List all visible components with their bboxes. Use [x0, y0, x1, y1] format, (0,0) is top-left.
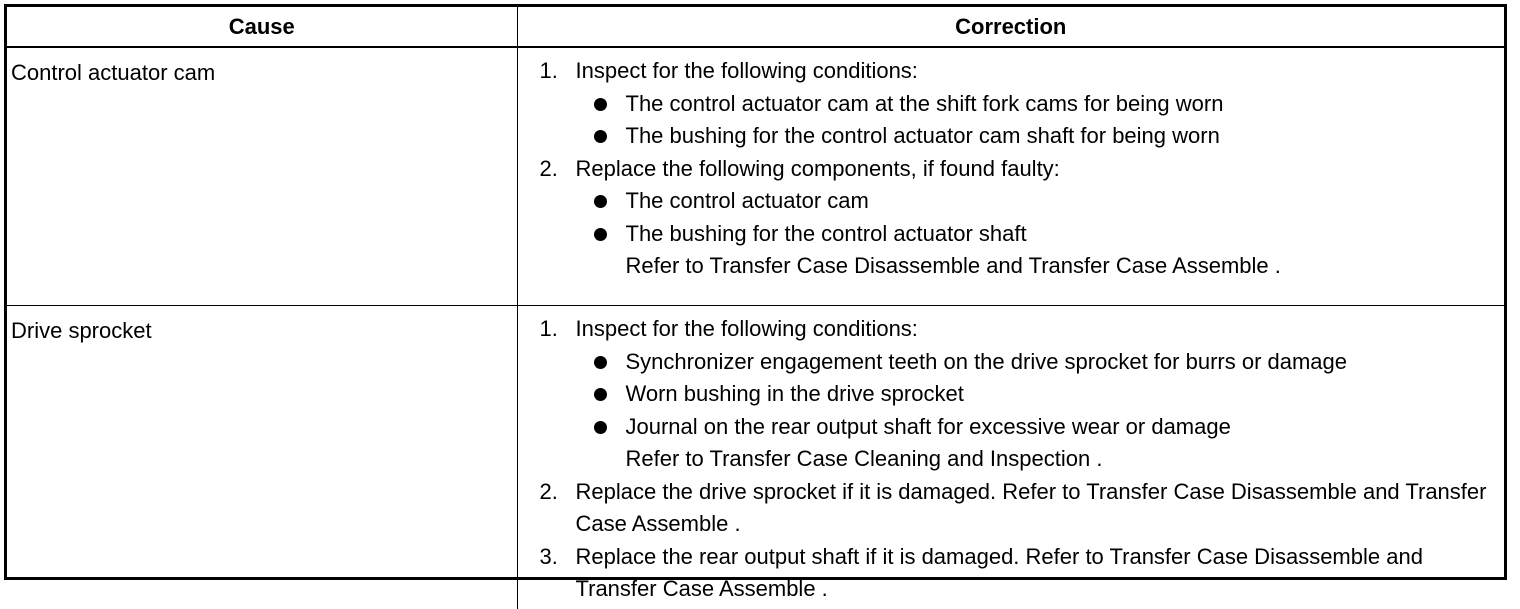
step-text: Replace the following components, if found faulty: — [575, 155, 1060, 181]
step-text: Replace the drive sprocket if it is damaged. Refer to Transfer Case Disassemble and Transfer Case Assemble . — [575, 478, 1487, 536]
cause-cell: Control actuator cam — [7, 47, 517, 306]
cause-cell: Drive sprocket — [7, 306, 517, 609]
bullet-item — [576, 411, 1499, 476]
bullet-icon — [594, 98, 607, 111]
bullet-text: The control actuator cam at the shift fork cams for being worn — [625, 90, 1224, 116]
bullet-item — [576, 185, 1499, 218]
bullet-item — [576, 120, 1499, 153]
bullet-icon — [594, 195, 607, 208]
header-row — [7, 7, 1504, 47]
bullet-icon — [594, 130, 607, 143]
bullet-icon — [594, 356, 607, 369]
bullet-item — [576, 218, 1499, 283]
correction-cell — [517, 306, 1504, 609]
bullet-icon — [594, 388, 607, 401]
step-text: Inspect for the following conditions: — [575, 316, 918, 341]
reference-link[interactable]: Refer to Transfer Case Disassemble and Transfer Case Assemble . — [625, 253, 1281, 278]
bullet-item — [576, 88, 1499, 121]
step-number: 1. — [539, 316, 558, 341]
diagnostic-table — [7, 7, 1504, 609]
bullet-item — [576, 346, 1499, 379]
step-item — [540, 55, 1499, 153]
step-number: 2. — [539, 155, 558, 181]
bullet-text: The control actuator cam — [625, 188, 869, 213]
condition-list — [576, 346, 1499, 476]
diagnostic-table-frame — [4, 4, 1507, 601]
step-number: 3. — [539, 543, 558, 569]
component-list — [576, 185, 1499, 283]
correction-steps — [540, 55, 1499, 283]
correction-column-header: Correction — [517, 7, 1504, 47]
step-item — [540, 313, 1499, 476]
bullet-text: The bushing for the control actuator shaft — [625, 220, 1027, 246]
bullet-item — [576, 378, 1499, 411]
step-item — [540, 476, 1499, 541]
correction-cell — [517, 47, 1504, 306]
step-item — [540, 541, 1499, 606]
condition-list — [576, 88, 1499, 153]
bullet-icon — [594, 228, 607, 241]
bullet-text: Worn bushing in the drive sprocket — [625, 381, 964, 406]
bullet-text: Journal on the rear output shaft for excessive wear or damage — [625, 413, 1231, 439]
bullet-text: The bushing for the control actuator cam shaft for being worn — [625, 123, 1220, 148]
step-item — [540, 153, 1499, 283]
bullet-text: Synchronizer engagement teeth on the drive sprocket for burrs or damage — [625, 348, 1348, 374]
step-number: 2. — [539, 478, 558, 504]
correction-steps — [540, 313, 1499, 606]
reference-link[interactable]: Refer to Transfer Case Cleaning and Inspection . — [625, 446, 1103, 471]
step-text: Replace the rear output shaft if it is damaged. Refer to Transfer Case Disassemble and Transfer Case Assemble . — [575, 543, 1423, 601]
cause-column-header: Cause — [7, 7, 517, 47]
table-row — [7, 47, 1504, 306]
bullet-icon — [594, 421, 607, 434]
step-text: Inspect for the following conditions: — [575, 58, 918, 83]
table-row — [7, 306, 1504, 609]
step-number: 1. — [539, 58, 558, 83]
